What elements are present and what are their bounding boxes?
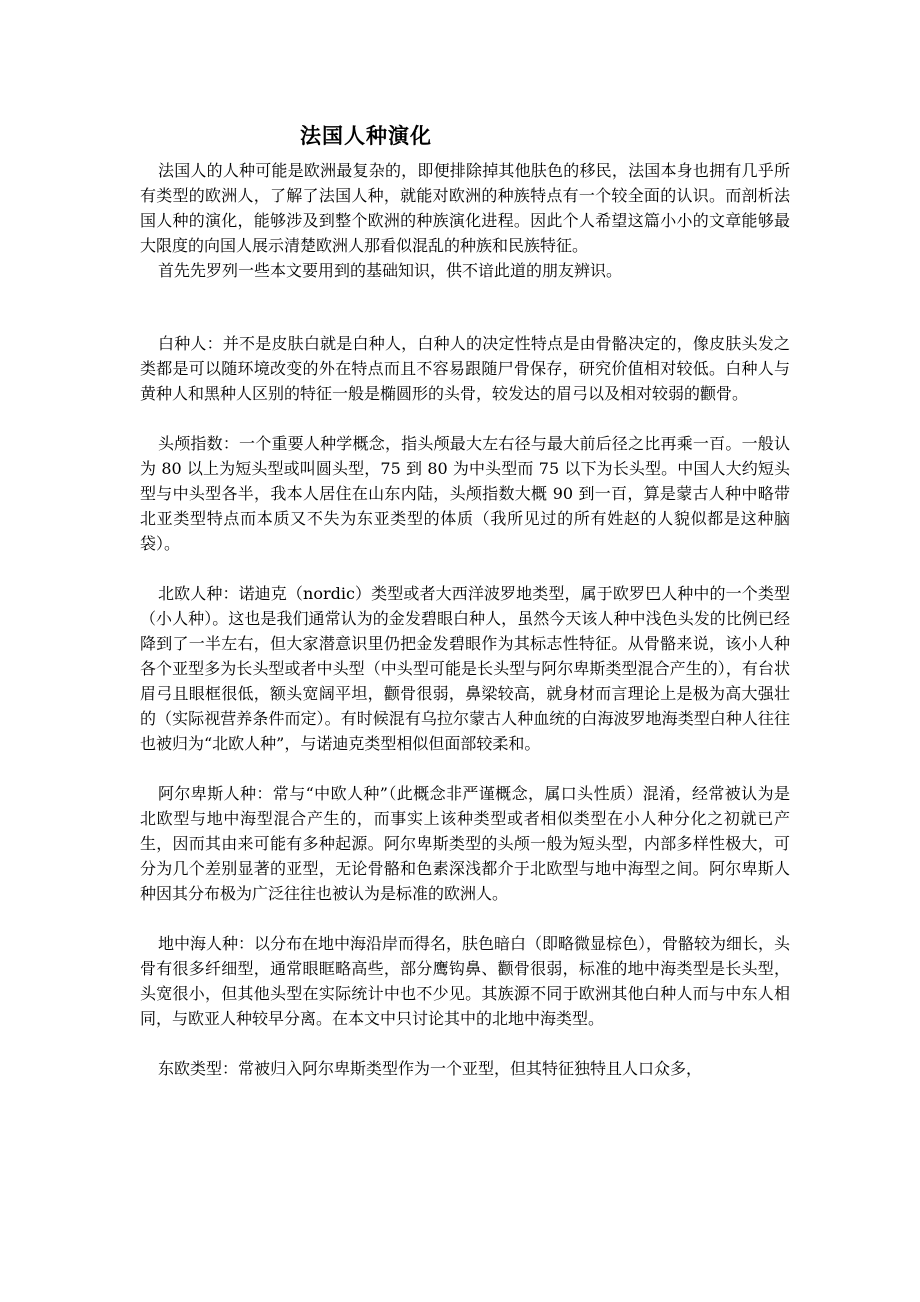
paragraph-spacer — [140, 906, 790, 931]
document-title: 法国人种演化 — [300, 124, 432, 148]
paragraph-alpine: 阿尔卑斯人种：常与“中欧人种”（此概念非严谨概念，属口头性质）混淆，经常被认为是北欧型与地中海型混合产生的，而事实上该种类型或者相似类型在小人种分化之初就已产生，因而其由来可能有多种起源。阿尔卑斯类型的头颅一般为短头型，内部多样性极大，可分为几个差别显著的亚型，无论骨骼和色素深浅都介于北欧型与地中海型之间。阿尔卑斯人种因其分布极为广泛往往也被认为是标准的欧洲人。 — [140, 784, 790, 903]
paragraph-spacer — [140, 406, 790, 431]
paragraph-spacer — [140, 756, 790, 781]
paragraph-basics-note: 首先先罗列一些本文要用到的基础知识，供不谙此道的朋友辨识。 — [158, 261, 623, 280]
paragraph-spacer — [140, 556, 790, 581]
paragraph-mediterranean: 地中海人种：以分布在地中海沿岸而得名，肤色暗白（即略微显棕色），骨骼较为细长，头骨有很多纤细型，通常眼眶略高些，部分鹰钩鼻、颧骨很弱，标准的地中海类型是长头型，头宽很小，但其他头型在实际统计中也不少见。其族源不同于欧洲其他白种人而与中东人相同，与欧亚人种较早分离。在本文中只讨论其中的北地中海类型。 — [140, 934, 791, 1028]
paragraph-spacer — [140, 1031, 790, 1056]
paragraph-intro: 法国人的人种可能是欧洲最复杂的，即便排除掉其他肤色的移民，法国本身也拥有几乎所有类型的欧洲人，了解了法国人种，就能对欧洲的种族特点有一个较全面的认识。而剖析法国人种的演化，能够涉及到整个欧洲的种族演化进程。因此个人希望这篇小小的文章能够最大限度的向国人展示清楚欧洲人那看似混乱的种族和民族特征。 — [140, 161, 790, 255]
paragraph-spacer — [140, 283, 790, 331]
paragraph-nordic: 北欧人种：诺迪克（nordic）类型或者大西洋波罗地类型，属于欧罗巴人种中的一个类型（小人种）。这也是我们通常认为的金发碧眼白种人，虽然今天该人种中浅色头发的比例已经降到了一半左右，但大家潜意识里仍把金发碧眼作为其标志性特征。从骨骼来说，该小人种各个亚型多为长头型或者中头型（中头型可能是长头型与阿尔卑斯类型混合产生的），有台状眉弓且眼框很低，额头宽阔平坦，颧骨很弱，鼻梁较高，就身材而言理论上是极为高大强壮的（实际视营养条件而定）。有时候混有乌拉尔蒙古人种血统的白海波罗地海类型白种人往往也被归为“北欧人种”，与诺迪克类型相似但面部较柔和。 — [140, 584, 790, 753]
paragraph-white-race: 白种人：并不是皮肤白就是白种人，白种人的决定性特点是由骨骼决定的，像皮肤头发之类都是可以随环境改变的外在特点而且不容易跟随尸骨保存，研究价值相对较低。白种人与黄种人和黑种人区别的特征一般是椭圆形的头骨，较发达的眉弓以及相对较弱的颧骨。 — [140, 334, 790, 403]
paragraph-cephalic-index: 头颅指数：一个重要人种学概念，指头颅最大左右径与最大前后径之比再乘一百。一般认为 80 以上为短头型或叫圆头型，75 到 80 为中头型而 75 以下为长头型。中国人大约短头型与中头型各半，我本人居住在山东内陆，头颅指数大概 90 到一百，算是蒙古人种中略带北亚类型特点而本质又不失为东亚类型的体质（我所见过的所有姓赵的人貌似都是这种脑袋）。 — [140, 434, 790, 553]
document-body — [140, 158, 790, 1081]
paragraph-east-european: 东欧类型：常被归入阿尔卑斯类型作为一个亚型，但其特征独特且人口众多， — [158, 1059, 703, 1078]
